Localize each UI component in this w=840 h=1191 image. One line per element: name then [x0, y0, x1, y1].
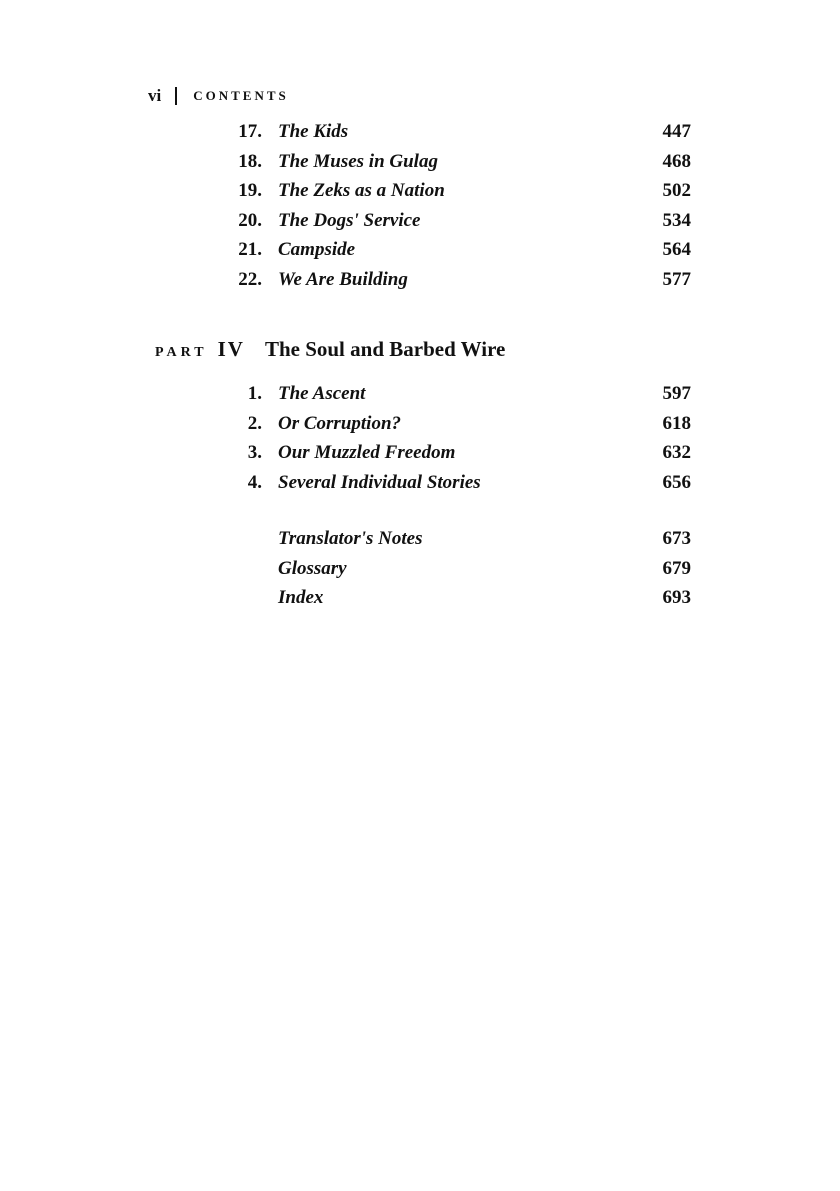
toc-entry-number: 1.: [247, 383, 262, 404]
toc-entry[interactable]: [0, 210, 840, 240]
toc-entry-page: 632: [662, 442, 691, 463]
running-head: [148, 86, 289, 106]
toc-entry-title: We Are Building: [278, 268, 408, 290]
toc-entry-title: Or Corruption?: [278, 412, 402, 434]
part-label: PART: [155, 345, 208, 360]
toc-back-matter-entry[interactable]: [0, 587, 840, 617]
toc-entry-number: 20.: [238, 209, 262, 231]
toc-entry-title: The Ascent: [278, 383, 366, 404]
part-heading[interactable]: [155, 337, 505, 362]
toc-entry-page: 577: [662, 268, 691, 290]
part-title: The Soul and Barbed Wire: [264, 337, 506, 361]
toc-entry-page: 502: [662, 180, 691, 201]
toc-entry-title: The Dogs' Service: [278, 209, 421, 231]
toc-back-matter-entry[interactable]: [0, 528, 840, 558]
toc-entry-title: Campside: [278, 239, 356, 260]
toc-entry-number: 21.: [238, 239, 262, 260]
toc-entry-page: 656: [662, 471, 691, 493]
toc-entry-title: Index: [278, 587, 324, 608]
toc-entry-number: 22.: [238, 268, 262, 290]
toc-entry-number: 18.: [238, 150, 262, 172]
toc-chapter-list: [0, 121, 840, 298]
toc-entry[interactable]: [0, 121, 840, 151]
part-number: IV: [217, 337, 245, 361]
toc-entry-title: The Muses in Gulag: [278, 150, 438, 172]
toc-entry-title: Our Muzzled Freedom: [278, 442, 456, 463]
toc-entry[interactable]: [0, 383, 840, 413]
toc-back-matter-list: [0, 528, 840, 617]
toc-back-matter-entry[interactable]: [0, 558, 840, 588]
toc-entry[interactable]: [0, 269, 840, 299]
toc-entry[interactable]: [0, 442, 840, 472]
toc-entry-number: 4.: [247, 471, 262, 493]
toc-entry-page: 597: [662, 383, 691, 404]
toc-entry-title: Translator's Notes: [278, 528, 423, 549]
toc-entry-page: 447: [662, 121, 691, 142]
running-head-title: CONTENTS: [193, 88, 289, 103]
toc-entry-number: 17.: [238, 121, 262, 142]
running-head-divider: [175, 87, 177, 105]
toc-entry-title: Glossary: [278, 557, 347, 579]
toc-entry-title: The Zeks as a Nation: [278, 180, 445, 201]
toc-entry-number: 19.: [238, 180, 262, 201]
toc-entry-page: 564: [662, 239, 691, 260]
toc-entry-number: 3.: [247, 442, 262, 463]
toc-entry[interactable]: [0, 180, 840, 210]
toc-entry-page: 618: [662, 412, 691, 434]
toc-entry-number: 2.: [247, 412, 262, 434]
toc-entry[interactable]: [0, 151, 840, 181]
toc-entry-page: 468: [662, 150, 691, 172]
toc-entry-page: 534: [662, 209, 691, 231]
toc-entry-page: 673: [662, 528, 691, 549]
toc-entry[interactable]: [0, 413, 840, 443]
toc-entry-title: The Kids: [278, 121, 349, 142]
toc-entry-page: 679: [662, 557, 691, 579]
toc-entry-page: 693: [662, 587, 691, 608]
toc-entry[interactable]: [0, 472, 840, 502]
toc-part-chapter-list: [0, 383, 840, 501]
page-folio: vi: [148, 86, 162, 105]
toc-entry[interactable]: [0, 239, 840, 269]
toc-entry-title: Several Individual Stories: [278, 471, 481, 493]
